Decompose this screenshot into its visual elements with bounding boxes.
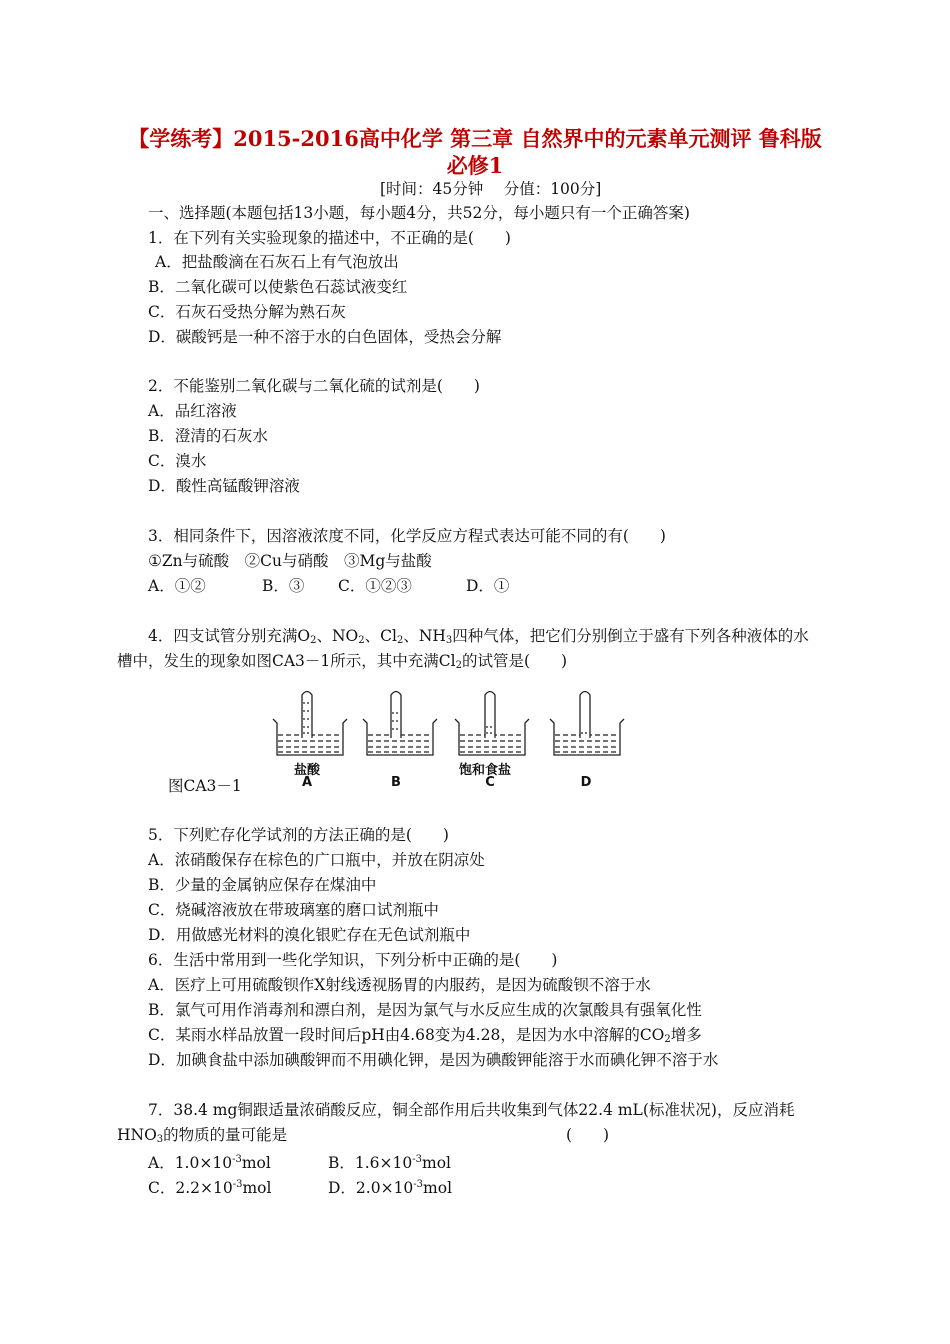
section-heading: 一、选择题(本题包括13小题，每小题4分，共52分，每小题只有一个正确答案) <box>148 204 690 222</box>
q2-option-d: D．酸性高锰酸钾溶液 <box>148 477 300 495</box>
q3-stem: 3．相同条件下，因溶液浓度不同，化学反应方程式表达可能不同的有( ) <box>148 527 666 545</box>
fig-c-label: C <box>485 775 495 790</box>
q7-stem-line1: 7．38.4 mg铜跟适量浓硝酸反应，铜全部作用后共收集到气体22.4 mL(标准状况)，反应消耗 <box>148 1101 795 1119</box>
q6-option-a: A．医疗上可用硫酸钡作X射线透视肠胃的内服药，是因为硫酸钡不溶于水 <box>148 976 651 994</box>
beaker-b <box>363 692 437 756</box>
q2-option-a: A．品红溶液 <box>148 402 237 420</box>
q3-option-b: B．③ <box>262 577 305 595</box>
fig-c-liquid-label: 饱和食盐 <box>458 763 511 778</box>
q1-option-d: D．碳酸钙是一种不溶于水的白色固体，受热会分解 <box>148 328 502 346</box>
q3-items: ①Zn与硫酸 ②Cu与硝酸 ③Mg与盐酸 <box>148 552 432 570</box>
beaker-a <box>273 692 347 756</box>
q2-stem: 2．不能鉴别二氧化碳与二氧化硫的试剂是( ) <box>148 377 480 395</box>
q1-option-c: C．石灰石受热分解为熟石灰 <box>148 303 346 321</box>
q6-option-d: D．加碘食盐中添加碘酸钾而不用碘化钾，是因为碘酸钾能溶于水而碘化钾不溶于水 <box>148 1051 719 1069</box>
q7-option-c: C．$2.2\times 10^{-3}mol$ <box>148 1179 272 1197</box>
q1-option-a: A．把盐酸滴在石灰石上有气泡放出 <box>155 253 399 271</box>
q5-option-c: C．烧碱溶液放在带玻璃塞的磨口试剂瓶中 <box>148 901 439 919</box>
q6-stem: 6．生活中常用到一些化学知识，下列分析中正确的是( ) <box>148 951 558 969</box>
q1-stem: 1．在下列有关实验现象的描述中，不正确的是( ) <box>148 229 511 247</box>
q5-option-d: D．用做感光材料的溴化银贮存在无色试剂瓶中 <box>148 926 471 944</box>
figure-ca3-1 <box>265 683 645 793</box>
q7-answer-paren: ( ) <box>566 1126 610 1144</box>
document-title-line1: 【学练考】2015-2016高中化学 第三章 自然界中的元素单元测评 鲁科版 <box>128 126 822 151</box>
q6-option-b: B．氯气可用作消毒剂和漂白剂，是因为氯气与水反应生成的次氯酸具有强氧化性 <box>148 1001 702 1019</box>
q7-option-b: B．$1.6\times 10^{-3}mol$ <box>328 1154 452 1172</box>
q5-option-b: B．少量的金属钠应保存在煤油中 <box>148 876 377 894</box>
q6-option-c: C．某雨水样品放置一段时间后pH由4.68变为4.28，是因为水中溶解的$CO_2$增多 <box>148 1026 702 1045</box>
q2-option-c: C．溴水 <box>148 452 207 470</box>
fig-b-label: B <box>391 775 401 790</box>
q4-stem-line2: 槽中，发生的现象如图CA3－1所示，其中充满$Cl_2$的试管是( ) <box>117 652 568 671</box>
fig-a-label: A <box>301 775 313 790</box>
q3-option-a: A．①② <box>148 577 206 595</box>
fig-a-liquid-label: 盐酸 <box>293 763 320 778</box>
q7-option-d: D．$2.0\times 10^{-3}mol$ <box>328 1179 453 1197</box>
q2-option-b: B．澄清的石灰水 <box>148 427 268 445</box>
time-score: [时间：45分钟 分值：100分] <box>380 180 602 198</box>
q4-stem-line1: 4．四支试管分别充满$O_2$、$NO_2$、$Cl_2$、$NH_3$四种气体，把它们分别倒立于盛有下列各种液体的水 <box>148 627 809 646</box>
q7-stem-line2: $HNO_3$的物质的量可能是 <box>117 1126 288 1145</box>
q1-option-b: B．二氧化碳可以使紫色石蕊试液变红 <box>148 278 408 296</box>
beaker-c <box>455 692 529 756</box>
beaker-d <box>550 692 624 756</box>
document-title-line2: 必修1 <box>446 153 504 178</box>
fig-d-label: D <box>580 775 592 790</box>
q3-option-d: D．① <box>466 577 510 595</box>
q7-option-a: A．$1.0\times 10^{-3}mol$ <box>148 1154 271 1172</box>
fig-caption: 图CA3－1 <box>168 777 242 795</box>
q3-option-c: C．①②③ <box>338 577 412 595</box>
q5-option-a: A．浓硝酸保存在棕色的广口瓶中，并放在阴凉处 <box>148 851 485 869</box>
q5-stem: 5．下列贮存化学试剂的方法正确的是( ) <box>148 826 449 844</box>
